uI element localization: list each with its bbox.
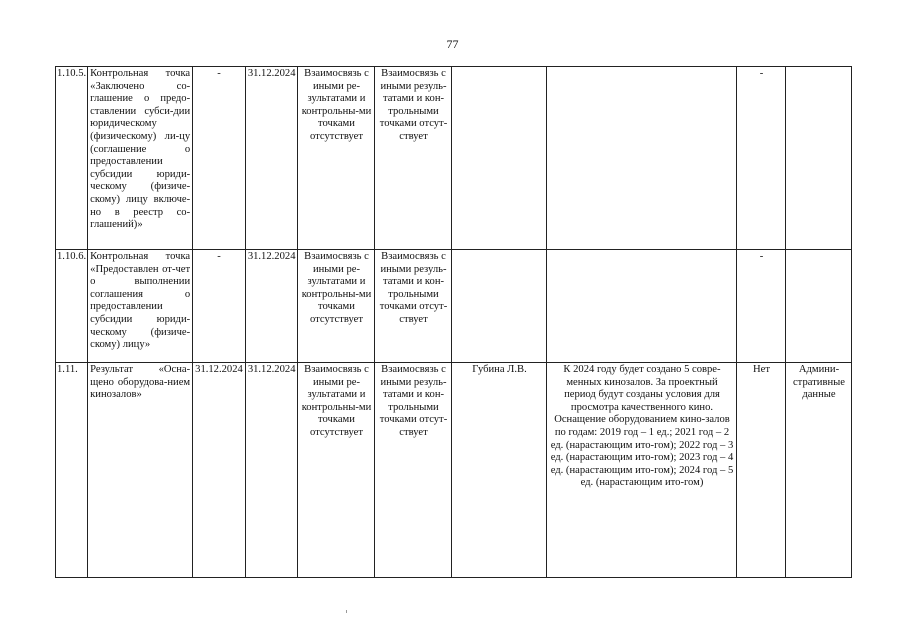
row-successors: Взаимосвязь с иными резуль-татами и кон-трольными точками отсут-ствует	[375, 363, 452, 578]
row-source	[786, 250, 852, 363]
row-start-date: 31.12.2024	[193, 363, 246, 578]
row-name: Контрольная точка «Предоставлен от-чет о выполнении соглашения о предоставлении субсидии юриди-ческому (физиче-скому) лицу»	[88, 250, 193, 363]
row-end-date: 31.12.2024	[245, 250, 298, 363]
row-end-date: 31.12.2024	[245, 67, 298, 250]
row-name: Результат «Осна-щено оборудова-нием кинозалов»	[88, 363, 193, 578]
table-row	[56, 67, 852, 250]
row-level: -	[737, 250, 786, 363]
table-row	[56, 363, 852, 578]
row-responsible	[452, 67, 547, 250]
row-successors: Взаимосвязь с иными резуль-татами и кон-трольными точками отсут-ствует	[375, 67, 452, 250]
row-name: Контрольная точка «Заключено со-глашение о предо-ставлении субси-дии юридическому (физическому) ли-цу (соглашение о предоставлении субсидии юриди-ческому (физиче-скому) лицу включе-но в реестр со-глашений)»	[88, 67, 193, 250]
table-row	[56, 250, 852, 363]
row-id: 1.10.5.	[56, 67, 88, 250]
row-description: К 2024 году будет создано 5 совре-менных кинозалов. За проектный период будут созданы условия для просмотра качественного кино. Оснащение оборудованием кино-залов по годам: 2019 год – 1 ед.; 2021 год – 2 ед. (нарастающим ито-гом); 2022 год – 3 ед. (нарастающим ито-гом); 2023 год – 4 ед. (нарастающим ито-гом); 2024 год – 5 ед. (нарастающим ито-гом)	[547, 363, 737, 578]
row-successors: Взаимосвязь с иными резуль-татами и кон-трольными точками отсут-ствует	[375, 250, 452, 363]
row-predecessors: Взаимосвязь с иными ре-зультатами и контрольны-ми точками отсутствует	[298, 363, 375, 578]
row-source	[786, 67, 852, 250]
row-description	[547, 67, 737, 250]
row-description	[547, 250, 737, 363]
page-number: 77	[446, 37, 459, 51]
scan-mark	[346, 610, 347, 613]
plan-table	[55, 66, 852, 578]
row-predecessors: Взаимосвязь с иными ре-зультатами и контрольны-ми точками отсутствует	[298, 67, 375, 250]
row-start-date: -	[193, 250, 246, 363]
row-id: 1.11.	[56, 363, 88, 578]
row-responsible	[452, 250, 547, 363]
row-level: -	[737, 67, 786, 250]
row-predecessors: Взаимосвязь с иными ре-зультатами и контрольны-ми точками отсутствует	[298, 250, 375, 363]
row-level: Нет	[737, 363, 786, 578]
row-responsible: Губина Л.В.	[452, 363, 547, 578]
row-start-date: -	[193, 67, 246, 250]
row-id: 1.10.6.	[56, 250, 88, 363]
row-end-date: 31.12.2024	[245, 363, 298, 578]
row-source: Админи-стративные данные	[786, 363, 852, 578]
